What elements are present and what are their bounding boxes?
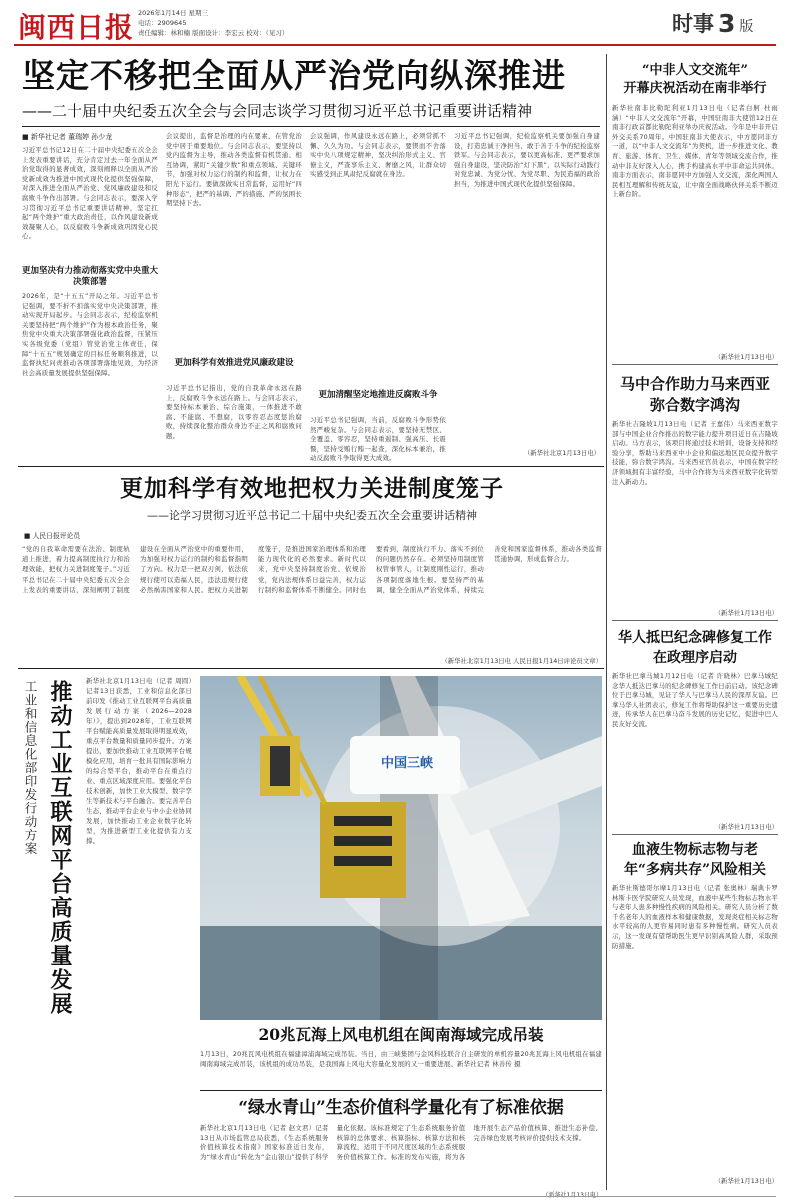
bottom-body: 新华社北京1月13日电（记者 赵文君）记者13日从市场监管总局获悉，《生态系统服务价值核算技术指南》国家标准近日发布，为“绿水青山”转化为“金山银山”提供了科学量化依据。该标准规定了生态系统服务价值核算的总体要求、核算指标、核算方法和核算流程，适用于不同尺度区域的生态系统服务价值核算工作。标准的发布实施，将为各地开展生态产品价值核算、推进生态补偿、完善绿色发展考核评价提供技术支撑。 bbox=[200, 1124, 602, 1161]
lead-subhead-1: 更加坚决有力推动彻落实党中央重大决策部署 bbox=[22, 266, 159, 287]
lead-col2b: 习近平总书记指出，党的自我革命永远在路上，反腐败斗争永远在路上。与会同志表示，要坚持标本兼治、综合施策，一体推进不敢腐、不能腐、不想腐，以零容忍态度惩治腐败，持续深化整治群众身边不正之风和腐败问题。 bbox=[166, 384, 302, 440]
second-bottom-rule bbox=[18, 668, 604, 669]
lead-col3: 会议强调，作风建设永远在路上，必须常抓不懈、久久为功。与会同志表示，要锲而不舍落实中央八项规定精神，坚决纠治形式主义、官僚主义，严查享乐主义、奢靡之风，让群众切实感受到正风肃纪反腐就在身边。 bbox=[310, 132, 446, 179]
second-dateline: （新华社北京1月13日电 人民日报1月14日评论员文章） bbox=[441, 657, 602, 665]
right-column-rule bbox=[606, 54, 607, 1190]
lead-subhead-2: 更加科学有效推进党风廉政建设 bbox=[174, 358, 294, 368]
lead-subhead-3: 更加清醒坚定地推进反腐败斗争 bbox=[318, 390, 438, 400]
photo-bottom-rule bbox=[200, 1090, 602, 1091]
lead-col1b: 2026年，是“十五五”开局之年。习近平总书记强调，要不折不扣落实党中央决策部署，推动实现开局起步。与会同志表示，纪检监察机关要坚持把“两个维护”作为根本政治任务，聚焦党中央重大决策部署强化政治监督，压紧压实各级党委（党组）管党治党主体责任，保障“十五五”规划确定的目标任务顺利推进，以监督执纪问责推动各项部署落地见效，为经济社会高质量发展提供坚强保障。 bbox=[22, 292, 158, 377]
bottom-headline: “绿水青山”生态价值科学量化有了标准依据 bbox=[238, 1098, 564, 1118]
masthead-rule bbox=[14, 44, 776, 46]
right-sep-2 bbox=[612, 620, 778, 621]
right-sep-3 bbox=[612, 834, 778, 835]
left-story-title: 推动工业互联网平台高质量发展 bbox=[47, 680, 73, 1016]
left-story-kicker: 工业和信息化部印发行动方案 bbox=[23, 680, 38, 856]
right-story2-dateline: （新华社1月13日电） bbox=[714, 609, 778, 617]
second-body: “党的自我革命需要在法治、制度轨道上推进，着力提高制度执行力和治理效能，把权力关进制度笼子。”习近平总书记在二十届中央纪委五次全会上发表的重要讲话，深刻阐明了制度建设在全面从严治党中的重要作用，为加强对权力运行的制约和监督指明了方向。权力是一把双刃剑，依法依规行使可以造福人民，违法违规行使必然祸害国家和人民。把权力关进制度笼子，是推进国家治理体系和治理能力现代化的必然要求。新时代以来，党中央坚持制度治党、依规治党，党内法规体系日益完善，权力运行制约和监督体系不断健全。同时也要看到，制度执行不力、落实不到位的问题仍然存在。必须坚持用制度管权管事管人，让制度刚性运行，推动各项制度落地生根。要坚持严的基调，健全全面从严治党体系，持续完善党和国家监督体系，推动各类监督贯通协调，形成监督合力。 bbox=[22, 545, 602, 594]
masthead-date: 2026年1月14日 星期三 bbox=[138, 9, 209, 17]
lead-dateline: （新华社北京1月13日电） bbox=[523, 449, 600, 457]
right-sep-1 bbox=[612, 364, 778, 365]
section-block bbox=[672, 6, 753, 38]
wind-turbine-photo bbox=[200, 676, 602, 1020]
right-story1-title: 开幕庆祝活动在南非举行 bbox=[623, 81, 767, 96]
lead-byline: ■ 新华社记者 董瑞婷 孙少龙 bbox=[22, 133, 113, 141]
lead-col3b: 习近平总书记强调，当前，反腐败斗争形势依然严峻复杂。与会同志表示，要坚持无禁区、全覆盖、零容忍，坚持重遏制、强高压、长震慑，坚持受贿行贿一起查，深化标本兼治，推动反腐败斗争取得更大成效。 bbox=[310, 416, 446, 462]
section-label: 时事 bbox=[672, 12, 714, 36]
lead-subtitle-rule bbox=[22, 126, 600, 127]
photo-title: 20兆瓦海上风电机组在闽南海域完成吊装 bbox=[258, 1025, 544, 1044]
lead-col4: 习近平总书记强调，纪检监察机关要加强自身建设，打造忠诚干净担当、敢于善于斗争的纪检监察铁军。与会同志表示，要以更高标准、更严要求加强自身建设，坚决防治“灯下黑”，以实际行动践行对党忠诚、为党分忧、为党尽职、为民造福的政治担当，为推进中国式现代化提供坚强保障。 bbox=[454, 132, 600, 188]
left-story-text: 新华社北京1月13日电（记者 周圆）记者13日获悉，工业和信息化部日前印发《推动工业互联网平台高质量发展行动方案（2026—2028年）》，提出到2028年，工业互联网平台赋能高质量发展取得明显成效，重点平台数量和质量同步提升。方案提出，要加快推动工业互联网平台规模化应用，培育一批具有国际影响力的综合型平台，推动平台在重点行业、重点区域深度应用。要强化平台技术创新，加快工业大模型、数字孪生等新技术与平台融合。要完善平台生态，推动平台企业与中小企业协同发展，加快推动工业企业数字化转型，为推进新型工业化提供有力支撑。 bbox=[86, 677, 192, 845]
right-story2-title: 马中合作助力马来西亚弥合数字鸿沟 bbox=[619, 375, 770, 414]
second-byline: ■ 人民日报评论员 bbox=[24, 532, 81, 540]
page-number: 3 bbox=[718, 9, 736, 38]
right-story4-dateline: （新华社1月13日电） bbox=[714, 1177, 778, 1185]
wind-turbine-illustration bbox=[200, 676, 602, 1020]
right-story3-title: 华人抵巴纪念碑修复工作在政理序启动 bbox=[618, 630, 772, 666]
right-story1-text: 新华社南非比勒陀利亚1月13日电（记者白舸 杜雨涵）“中非人文交流年”开幕，中国驻南非大使馆12日在南非行政首都比勒陀利亚举办庆祝活动。今年是中非开启外交关系70周年。中国驻南非大使表示，中方愿同非方一道，以“中非人文交流年”为契机，进一步推进文化、教育、旅游、体育、卫生、媒体、青年等领域交流合作，推动中非友好深入人心，携手构建高水平中非命运共同体。南非方面表示，南非愿同中方加强人文交流，深化两国人民相互理解和传统友谊，让中南全面战略伙伴关系不断迈上新台阶。 bbox=[612, 104, 778, 199]
masthead bbox=[0, 0, 790, 46]
masthead-editor: 责任编辑：林和楠 版面设计：李宏云 校对：（见习） bbox=[138, 29, 289, 37]
page-suffix: 版 bbox=[739, 19, 754, 35]
page-bottom-rule bbox=[14, 1196, 776, 1197]
right-story1-kicker: “中非人文交流年” bbox=[642, 63, 748, 78]
right-story2-text: 新华社吉隆坡1月13日电（记者 王嘉伟）马来西亚数字部与中国企业合作推出的数字能力提升项目近日在吉隆坡启动。马方表示，该项目将通过技术培训、设备支持和经验分享，帮助马来西亚中小企业和偏远地区民众提升数字技能，弥合数字鸿沟。马来西亚官员表示，中国在数字经济领域拥有丰富经验，马中合作将为马来西亚数字化转型注入新动力。 bbox=[612, 420, 778, 486]
right-story1-dateline: （新华社1月13日电） bbox=[714, 353, 778, 361]
photo-caption: 1月13日，20兆瓦风电机组在福建漳浦海域完成吊装。当日，由三峡集团与金风科技联合自主研发的单机容量20兆瓦海上风电机组在福建闽南海域完成吊装，该机组的成功吊装，是我国海上风电大容量化发展的又一重要进展。新华社记者 林善传 摄 bbox=[200, 1050, 602, 1068]
right-story4-title: 血液生物标志物与老年“多病共存”风险相关 bbox=[623, 842, 767, 878]
right-story3-dateline: （新华社1月13日电） bbox=[714, 823, 778, 831]
second-headline: 更加科学有效地把权力关进制度笼子 bbox=[120, 475, 504, 502]
lead-subtitle: ——二十届中央纪委五次全会与会同志谈学习贯彻习近平总书记重要讲话精神 bbox=[22, 102, 533, 120]
photo-sign: 中国三峡 bbox=[380, 756, 433, 771]
lead-col1a: 习近平总书记12日在二十届中央纪委五次全会上发表重要讲话，充分肯定过去一年全面从严治党取得的显著成效，深刻阐释以全面从严治党新成效为推进中国式现代化提供坚强保障，对深入推进全面从严治党、党风廉政建设和反腐败斗争作出部署。与会同志表示，要深入学习贯彻习近平总书记重要讲话精神，坚定扛起“两个维护”重大政治责任，以作风建设新成效凝聚人心，以反腐败斗争新成效巩固党心民心。 bbox=[22, 146, 158, 241]
right-story4-text: 新华社斯德哥尔摩1月13日电（记者 张奥林）瑞典卡罗林斯卡医学院研究人员发现，血液中某些生物标志物水平与老年人患多种慢性疾病的风险相关。研究人员分析了数千名老年人的血液样本和健康数据，发现炎症相关标志物水平较高的人更容易同时患有多种慢性病。研究人员表示，这一发现有望帮助医生更早识别高风险人群，采取预防措施。 bbox=[612, 884, 778, 950]
lead-headline: 坚定不移把全面从严治党向纵深推进 bbox=[22, 56, 566, 95]
masthead-phone: 电话：2909645 bbox=[138, 19, 187, 27]
lead-col2: 会议提出，监督是治理的内在要素，在管党治党中居于重要地位。与会同志表示，要坚持以党内监督为主导，推动各类监督有机贯通、相互协调，紧盯“关键少数”和重点领域、关键环节，加强对权力运行的制约和监督，让权力在阳光下运行。要做深做实日常监督，运用好“四种形态”，把严的基调、严的措施、严的氛围长期坚持下去。 bbox=[166, 132, 302, 208]
masthead-logo: 闽西日报 bbox=[18, 11, 135, 44]
right-story3-text: 新华社巴拿马城1月12日电（记者 许晓林）巴拿马城纪念华人抵达巴拿马的纪念碑修复工作日前启动。该纪念碑位于巴拿马城，见证了华人与巴拿马人民的深厚友谊。巴拿马华人社团表示，修复工作将帮助保护这一重要历史遗迹，传承华人在巴拿马奋斗发展的历史记忆，促进中巴人民友好交流。 bbox=[612, 672, 778, 728]
bottom-dateline bbox=[462, 1190, 602, 1199]
lead-bottom-rule bbox=[18, 466, 604, 467]
second-subtitle: ——论学习贯彻习近平总书记二十届中央纪委五次全会重要讲话精神 bbox=[147, 509, 477, 522]
